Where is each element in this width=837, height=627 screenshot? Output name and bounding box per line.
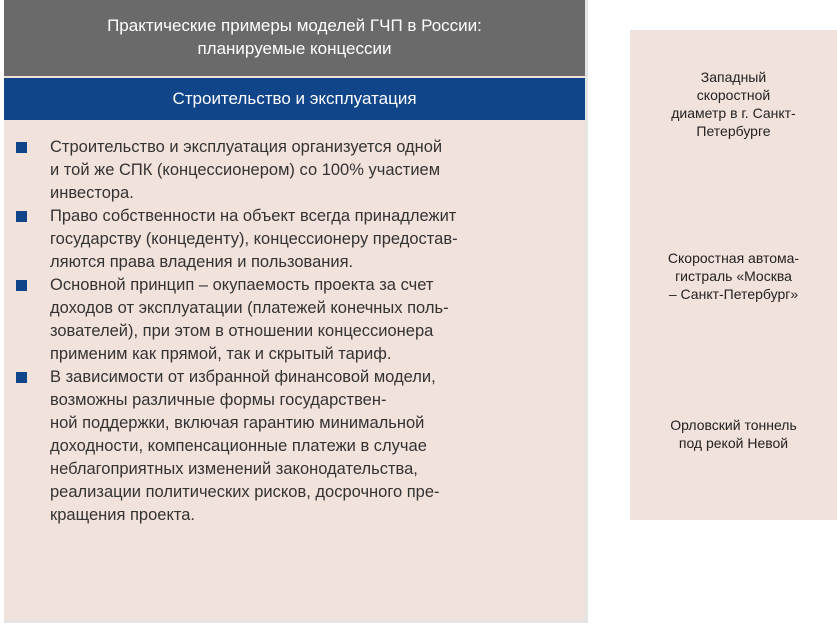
bullet-line: неблагоприятных изменений законодательства, <box>50 460 418 478</box>
project-line: Западный <box>700 69 767 85</box>
bullet-line: ной поддержки, включая гарантию минимальной <box>50 414 425 432</box>
bullet-item <box>4 205 564 274</box>
bullet-list <box>4 136 564 527</box>
panel-title-line: Практические примеры моделей ГЧП в России: <box>107 16 482 35</box>
project-western-high-speed-diameter <box>630 68 837 140</box>
bullet-line: зователей), при этом в отношении концессионера <box>50 322 434 340</box>
bullet-item <box>4 136 564 205</box>
square-bullet-icon <box>16 372 27 383</box>
project-line: диаметр в г. Санкт- <box>671 105 796 121</box>
bullet-line: В зависимости от избранной финансовой модели, <box>50 368 436 386</box>
bullet-line: реализации политических рисков, досрочного пре- <box>50 483 440 501</box>
bullet-item <box>4 274 564 366</box>
project-moscow-spb-highway <box>630 249 837 303</box>
panel-title-line: планируемые концессии <box>197 39 392 58</box>
square-bullet-icon <box>16 280 27 291</box>
panel-subtitle: Строительство и эксплуатация <box>4 78 585 120</box>
panel-title <box>4 0 585 76</box>
project-line: – Санкт-Петербург» <box>668 286 799 302</box>
project-line: под рекой Невой <box>678 435 789 451</box>
bullet-line: кращения проекта. <box>50 506 195 524</box>
square-bullet-icon <box>16 211 27 222</box>
project-line: гистраль «Москва <box>675 268 792 284</box>
bullet-item <box>4 366 564 527</box>
project-line: скоростной <box>696 87 771 103</box>
projects-panel <box>630 30 837 520</box>
bullet-line: инвестора. <box>50 184 134 202</box>
bullet-line: Строительство и эксплуатация организуется одной <box>50 138 443 156</box>
bullet-line: доходов от эксплуатации (платежей конечных поль- <box>50 299 449 317</box>
bullet-line: Основной принцип – окупаемость проекта за счет <box>50 276 434 294</box>
project-orlovsky-tunnel <box>630 416 837 452</box>
bullet-line: возможны различные формы государствен- <box>50 391 387 409</box>
project-line: Скоростная автома- <box>667 250 800 266</box>
square-bullet-icon <box>16 142 27 153</box>
bullet-line: применим как прямой, так и скрытый тариф. <box>50 345 392 363</box>
bullet-line: ляются права владения и пользования. <box>50 253 354 271</box>
project-line: Петербурге <box>696 123 771 139</box>
bullet-line: Право собственности на объект всегда принадлежит <box>50 207 457 225</box>
bullet-line: государству (концеденту), концессионеру предостав- <box>50 230 458 248</box>
bullet-line: доходности, компенсационные платежи в случае <box>50 437 427 455</box>
bullet-line: и той же СПК (концессионером) со 100% участием <box>50 161 441 179</box>
concession-model-panel <box>4 0 588 623</box>
project-line: Орловский тоннель <box>670 417 797 433</box>
